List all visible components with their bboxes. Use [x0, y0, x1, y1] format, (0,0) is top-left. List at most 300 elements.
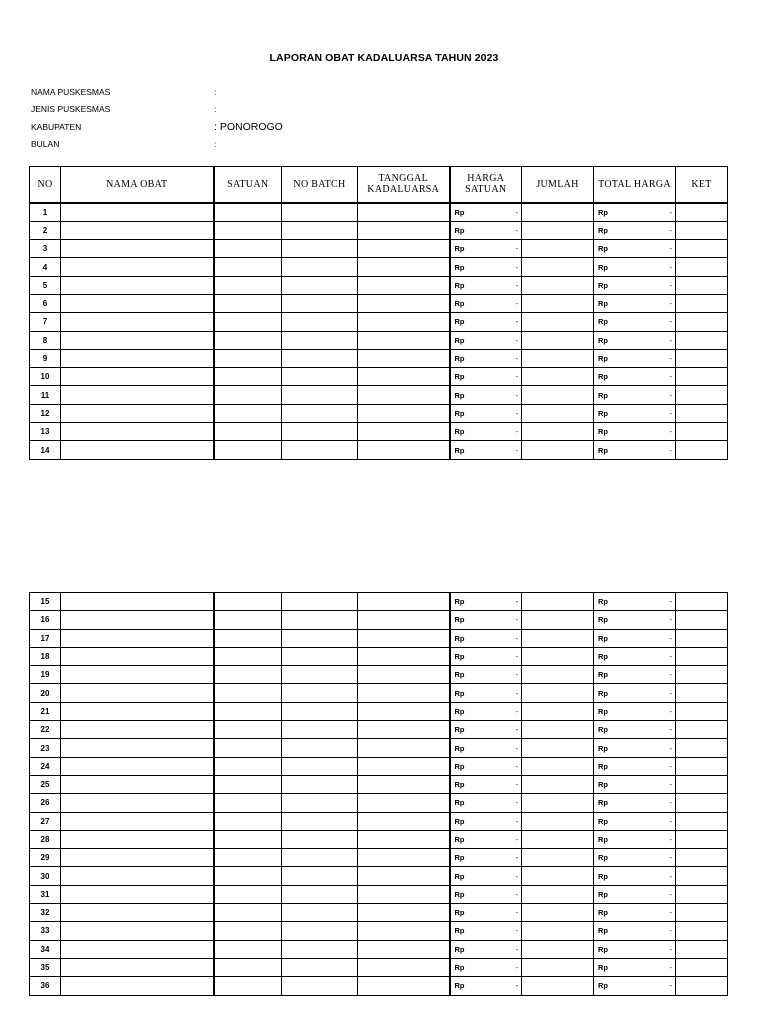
cell-tanggal-kadaluarsa[interactable] — [358, 423, 450, 441]
cell-nama-obat[interactable] — [61, 593, 214, 611]
cell-nama-obat[interactable] — [61, 830, 214, 848]
cell-nama-obat[interactable] — [61, 441, 214, 459]
cell-nama-obat[interactable] — [61, 775, 214, 793]
cell-harga-satuan[interactable] — [450, 830, 522, 848]
cell-tanggal-kadaluarsa[interactable] — [358, 666, 450, 684]
cell-satuan[interactable] — [214, 386, 282, 404]
cell-nama-obat[interactable] — [61, 922, 214, 940]
cell-jumlah[interactable] — [522, 867, 594, 885]
cell-total-harga[interactable] — [594, 666, 676, 684]
cell-tanggal-kadaluarsa[interactable] — [358, 258, 450, 276]
cell-harga-satuan[interactable] — [450, 441, 522, 459]
cell-ket[interactable] — [676, 423, 728, 441]
cell-nama-obat[interactable] — [61, 867, 214, 885]
cell-satuan[interactable] — [214, 611, 282, 629]
cell-satuan[interactable] — [214, 757, 282, 775]
cell-harga-satuan[interactable] — [450, 940, 522, 958]
cell-tanggal-kadaluarsa[interactable] — [358, 368, 450, 386]
cell-nama-obat[interactable] — [61, 276, 214, 294]
cell-no-batch[interactable] — [282, 331, 358, 349]
cell-tanggal-kadaluarsa[interactable] — [358, 940, 450, 958]
cell-harga-satuan[interactable] — [450, 794, 522, 812]
cell-total-harga[interactable] — [594, 721, 676, 739]
currency-label: Rp — [598, 908, 608, 918]
cell-ket[interactable] — [676, 904, 728, 922]
cell-nama-obat[interactable] — [61, 721, 214, 739]
cell-jumlah[interactable] — [522, 977, 594, 995]
cell-ket[interactable] — [676, 775, 728, 793]
cell-tanggal-kadaluarsa[interactable] — [358, 203, 450, 222]
cell-ket[interactable] — [676, 629, 728, 647]
cell-jumlah[interactable] — [522, 441, 594, 459]
cell-no-batch[interactable] — [282, 958, 358, 976]
cell-tanggal-kadaluarsa[interactable] — [358, 313, 450, 331]
cell-satuan[interactable] — [214, 885, 282, 903]
cell-tanggal-kadaluarsa[interactable] — [358, 221, 450, 239]
cell-satuan[interactable] — [214, 904, 282, 922]
cell-no-batch[interactable] — [282, 258, 358, 276]
cell-ket[interactable] — [676, 684, 728, 702]
cell-harga-satuan[interactable] — [450, 349, 522, 367]
cell-jumlah[interactable] — [522, 221, 594, 239]
cell-nama-obat[interactable] — [61, 849, 214, 867]
amount-value: - — [669, 299, 672, 309]
cell-total-harga[interactable] — [594, 441, 676, 459]
cell-harga-satuan[interactable] — [450, 684, 522, 702]
cell-nama-obat[interactable] — [61, 629, 214, 647]
cell-total-harga[interactable] — [594, 423, 676, 441]
cell-ket[interactable] — [676, 702, 728, 720]
cell-harga-satuan[interactable] — [450, 739, 522, 757]
cell-tanggal-kadaluarsa[interactable] — [358, 331, 450, 349]
cell-satuan[interactable] — [214, 702, 282, 720]
cell-nama-obat[interactable] — [61, 386, 214, 404]
cell-tanggal-kadaluarsa[interactable] — [358, 922, 450, 940]
cell-total-harga[interactable] — [594, 922, 676, 940]
cell-no-batch[interactable] — [282, 739, 358, 757]
cell-jumlah[interactable] — [522, 313, 594, 331]
cell-jumlah[interactable] — [522, 922, 594, 940]
cell-no-batch[interactable] — [282, 684, 358, 702]
cell-nama-obat[interactable] — [61, 240, 214, 258]
cell-satuan[interactable] — [214, 349, 282, 367]
cell-jumlah[interactable] — [522, 739, 594, 757]
cell-tanggal-kadaluarsa[interactable] — [358, 441, 450, 459]
cell-total-harga[interactable] — [594, 294, 676, 312]
cell-jumlah[interactable] — [522, 794, 594, 812]
cell-satuan[interactable] — [214, 368, 282, 386]
cell-tanggal-kadaluarsa[interactable] — [358, 276, 450, 294]
cell-total-harga[interactable] — [594, 313, 676, 331]
table-row — [30, 666, 728, 684]
cell-satuan[interactable] — [214, 294, 282, 312]
cell-satuan[interactable] — [214, 958, 282, 976]
cell-harga-satuan[interactable] — [450, 849, 522, 867]
cell-total-harga[interactable] — [594, 258, 676, 276]
cell-nama-obat[interactable] — [61, 739, 214, 757]
cell-nama-obat[interactable] — [61, 885, 214, 903]
cell-no-batch[interactable] — [282, 404, 358, 422]
cell-total-harga[interactable] — [594, 276, 676, 294]
cell-nama-obat[interactable] — [61, 203, 214, 222]
cell-harga-satuan[interactable] — [450, 904, 522, 922]
cell-jumlah[interactable] — [522, 331, 594, 349]
cell-no-batch[interactable] — [282, 757, 358, 775]
cell-nama-obat[interactable] — [61, 794, 214, 812]
cell-ket[interactable] — [676, 757, 728, 775]
cell-jumlah[interactable] — [522, 904, 594, 922]
cell-ket[interactable] — [676, 368, 728, 386]
cell-tanggal-kadaluarsa[interactable] — [358, 721, 450, 739]
cell-jumlah[interactable] — [522, 757, 594, 775]
cell-ket[interactable] — [676, 958, 728, 976]
cell-tanggal-kadaluarsa[interactable] — [358, 611, 450, 629]
cell-harga-satuan[interactable] — [450, 203, 522, 222]
cell-ket[interactable] — [676, 721, 728, 739]
cell-tanggal-kadaluarsa[interactable] — [358, 593, 450, 611]
cell-total-harga[interactable] — [594, 977, 676, 995]
cell-ket[interactable] — [676, 794, 728, 812]
cell-tanggal-kadaluarsa[interactable] — [358, 775, 450, 793]
cell-satuan[interactable] — [214, 812, 282, 830]
cell-no-batch[interactable] — [282, 812, 358, 830]
cell-total-harga[interactable] — [594, 647, 676, 665]
cell-harga-satuan[interactable] — [450, 885, 522, 903]
cell-nama-obat[interactable] — [61, 958, 214, 976]
cell-ket[interactable] — [676, 313, 728, 331]
row-number: 24 — [30, 757, 61, 775]
cell-total-harga[interactable] — [594, 593, 676, 611]
cell-jumlah[interactable] — [522, 721, 594, 739]
cell-tanggal-kadaluarsa[interactable] — [358, 349, 450, 367]
cell-ket[interactable] — [676, 977, 728, 995]
cell-nama-obat[interactable] — [61, 904, 214, 922]
cell-satuan[interactable] — [214, 276, 282, 294]
cell-harga-satuan[interactable] — [450, 812, 522, 830]
cell-satuan[interactable] — [214, 240, 282, 258]
cell-jumlah[interactable] — [522, 647, 594, 665]
cell-total-harga[interactable] — [594, 221, 676, 239]
cell-total-harga[interactable] — [594, 240, 676, 258]
cell-satuan[interactable] — [214, 203, 282, 222]
cell-satuan[interactable] — [214, 867, 282, 885]
cell-total-harga[interactable] — [594, 904, 676, 922]
cell-ket[interactable] — [676, 849, 728, 867]
cell-total-harga[interactable] — [594, 702, 676, 720]
cell-nama-obat[interactable] — [61, 221, 214, 239]
cell-nama-obat[interactable] — [61, 684, 214, 702]
cell-ket[interactable] — [676, 221, 728, 239]
cell-total-harga[interactable] — [594, 404, 676, 422]
cell-ket[interactable] — [676, 349, 728, 367]
cell-satuan[interactable] — [214, 775, 282, 793]
cell-total-harga[interactable] — [594, 203, 676, 222]
cell-satuan[interactable] — [214, 940, 282, 958]
cell-harga-satuan[interactable] — [450, 276, 522, 294]
cell-jumlah[interactable] — [522, 849, 594, 867]
cell-harga-satuan[interactable] — [450, 386, 522, 404]
cell-no-batch[interactable] — [282, 611, 358, 629]
cell-nama-obat[interactable] — [61, 368, 214, 386]
cell-tanggal-kadaluarsa[interactable] — [358, 867, 450, 885]
cell-nama-obat[interactable] — [61, 977, 214, 995]
cell-ket[interactable] — [676, 441, 728, 459]
cell-no-batch[interactable] — [282, 276, 358, 294]
cell-total-harga[interactable] — [594, 885, 676, 903]
cell-total-harga[interactable] — [594, 739, 676, 757]
cell-satuan[interactable] — [214, 221, 282, 239]
cell-nama-obat[interactable] — [61, 423, 214, 441]
cell-ket[interactable] — [676, 666, 728, 684]
cell-harga-satuan[interactable] — [450, 404, 522, 422]
cell-tanggal-kadaluarsa[interactable] — [358, 904, 450, 922]
cell-nama-obat[interactable] — [61, 940, 214, 958]
cell-jumlah[interactable] — [522, 593, 594, 611]
cell-total-harga[interactable] — [594, 775, 676, 793]
cell-satuan[interactable] — [214, 441, 282, 459]
amount-value: - — [515, 280, 518, 290]
cell-jumlah[interactable] — [522, 349, 594, 367]
cell-ket[interactable] — [676, 611, 728, 629]
row-number: 18 — [30, 647, 61, 665]
cell-harga-satuan[interactable] — [450, 221, 522, 239]
cell-tanggal-kadaluarsa[interactable] — [358, 629, 450, 647]
cell-satuan[interactable] — [214, 313, 282, 331]
cell-nama-obat[interactable] — [61, 702, 214, 720]
cell-tanggal-kadaluarsa[interactable] — [358, 647, 450, 665]
cell-tanggal-kadaluarsa[interactable] — [358, 958, 450, 976]
cell-total-harga[interactable] — [594, 867, 676, 885]
cell-harga-satuan[interactable] — [450, 368, 522, 386]
cell-no-batch[interactable] — [282, 386, 358, 404]
table-row — [30, 276, 728, 294]
cell-tanggal-kadaluarsa[interactable] — [358, 849, 450, 867]
cell-tanggal-kadaluarsa[interactable] — [358, 404, 450, 422]
cell-jumlah[interactable] — [522, 702, 594, 720]
cell-jumlah[interactable] — [522, 368, 594, 386]
cell-tanggal-kadaluarsa[interactable] — [358, 812, 450, 830]
cell-jumlah[interactable] — [522, 240, 594, 258]
cell-no-batch[interactable] — [282, 940, 358, 958]
cell-tanggal-kadaluarsa[interactable] — [358, 885, 450, 903]
cell-total-harga[interactable] — [594, 368, 676, 386]
cell-ket[interactable] — [676, 386, 728, 404]
cell-ket[interactable] — [676, 404, 728, 422]
cell-harga-satuan[interactable] — [450, 702, 522, 720]
cell-nama-obat[interactable] — [61, 666, 214, 684]
cell-nama-obat[interactable] — [61, 331, 214, 349]
cell-jumlah[interactable] — [522, 276, 594, 294]
cell-total-harga[interactable] — [594, 940, 676, 958]
cell-nama-obat[interactable] — [61, 647, 214, 665]
amount-value: - — [515, 871, 518, 881]
cell-satuan[interactable] — [214, 647, 282, 665]
cell-harga-satuan[interactable] — [450, 331, 522, 349]
cell-harga-satuan[interactable] — [450, 721, 522, 739]
cell-no-batch[interactable] — [282, 368, 358, 386]
cell-total-harga[interactable] — [594, 331, 676, 349]
cell-tanggal-kadaluarsa[interactable] — [358, 684, 450, 702]
cell-total-harga[interactable] — [594, 757, 676, 775]
cell-harga-satuan[interactable] — [450, 313, 522, 331]
cell-nama-obat[interactable] — [61, 611, 214, 629]
cell-nama-obat[interactable] — [61, 757, 214, 775]
cell-no-batch[interactable] — [282, 423, 358, 441]
cell-total-harga[interactable] — [594, 386, 676, 404]
cell-satuan[interactable] — [214, 593, 282, 611]
cell-ket[interactable] — [676, 331, 728, 349]
cell-satuan[interactable] — [214, 258, 282, 276]
cell-tanggal-kadaluarsa[interactable] — [358, 240, 450, 258]
cell-ket[interactable] — [676, 647, 728, 665]
cell-ket[interactable] — [676, 593, 728, 611]
cell-harga-satuan[interactable] — [450, 593, 522, 611]
cell-satuan[interactable] — [214, 794, 282, 812]
cell-jumlah[interactable] — [522, 775, 594, 793]
cell-ket[interactable] — [676, 867, 728, 885]
cell-no-batch[interactable] — [282, 721, 358, 739]
cell-tanggal-kadaluarsa[interactable] — [358, 830, 450, 848]
cell-no-batch[interactable] — [282, 922, 358, 940]
cell-jumlah[interactable] — [522, 885, 594, 903]
cell-ket[interactable] — [676, 830, 728, 848]
cell-satuan[interactable] — [214, 922, 282, 940]
currency-label: Rp — [454, 390, 465, 400]
cell-harga-satuan[interactable] — [450, 775, 522, 793]
cell-no-batch[interactable] — [282, 240, 358, 258]
cell-total-harga[interactable] — [594, 849, 676, 867]
cell-no-batch[interactable] — [282, 885, 358, 903]
cell-satuan[interactable] — [214, 849, 282, 867]
cell-tanggal-kadaluarsa[interactable] — [358, 294, 450, 312]
cell-total-harga[interactable] — [594, 812, 676, 830]
cell-tanggal-kadaluarsa[interactable] — [358, 794, 450, 812]
info-value: : — [214, 87, 217, 97]
cell-no-batch[interactable] — [282, 593, 358, 611]
cell-ket[interactable] — [676, 203, 728, 222]
cell-satuan[interactable] — [214, 423, 282, 441]
cell-nama-obat[interactable] — [61, 313, 214, 331]
cell-no-batch[interactable] — [282, 830, 358, 848]
cell-satuan[interactable] — [214, 721, 282, 739]
cell-jumlah[interactable] — [522, 423, 594, 441]
cell-no-batch[interactable] — [282, 221, 358, 239]
cell-ket[interactable] — [676, 240, 728, 258]
cell-harga-satuan[interactable] — [450, 647, 522, 665]
cell-harga-satuan[interactable] — [450, 258, 522, 276]
cell-satuan[interactable] — [214, 331, 282, 349]
cell-no-batch[interactable] — [282, 203, 358, 222]
cell-jumlah[interactable] — [522, 940, 594, 958]
cell-tanggal-kadaluarsa[interactable] — [358, 702, 450, 720]
cell-jumlah[interactable] — [522, 386, 594, 404]
cell-no-batch[interactable] — [282, 441, 358, 459]
cell-ket[interactable] — [676, 940, 728, 958]
cell-jumlah[interactable] — [522, 684, 594, 702]
cell-total-harga[interactable] — [594, 629, 676, 647]
cell-jumlah[interactable] — [522, 404, 594, 422]
cell-satuan[interactable] — [214, 404, 282, 422]
cell-harga-satuan[interactable] — [450, 666, 522, 684]
cell-no-batch[interactable] — [282, 349, 358, 367]
cell-no-batch[interactable] — [282, 313, 358, 331]
cell-jumlah[interactable] — [522, 666, 594, 684]
cell-tanggal-kadaluarsa[interactable] — [358, 757, 450, 775]
cell-harga-satuan[interactable] — [450, 977, 522, 995]
cell-jumlah[interactable] — [522, 203, 594, 222]
cell-total-harga[interactable] — [594, 349, 676, 367]
cell-nama-obat[interactable] — [61, 349, 214, 367]
cell-ket[interactable] — [676, 922, 728, 940]
cell-harga-satuan[interactable] — [450, 294, 522, 312]
cell-jumlah[interactable] — [522, 294, 594, 312]
cell-nama-obat[interactable] — [61, 812, 214, 830]
cell-nama-obat[interactable] — [61, 404, 214, 422]
cell-satuan[interactable] — [214, 977, 282, 995]
cell-tanggal-kadaluarsa[interactable] — [358, 739, 450, 757]
cell-total-harga[interactable] — [594, 830, 676, 848]
cell-satuan[interactable] — [214, 739, 282, 757]
cell-harga-satuan[interactable] — [450, 629, 522, 647]
cell-total-harga[interactable] — [594, 794, 676, 812]
cell-total-harga[interactable] — [594, 958, 676, 976]
cell-harga-satuan[interactable] — [450, 423, 522, 441]
cell-jumlah[interactable] — [522, 258, 594, 276]
cell-satuan[interactable] — [214, 830, 282, 848]
cell-satuan[interactable] — [214, 629, 282, 647]
cell-no-batch[interactable] — [282, 702, 358, 720]
cell-no-batch[interactable] — [282, 666, 358, 684]
cell-no-batch[interactable] — [282, 904, 358, 922]
cell-no-batch[interactable] — [282, 294, 358, 312]
currency-label: Rp — [598, 926, 608, 936]
cell-satuan[interactable] — [214, 684, 282, 702]
cell-no-batch[interactable] — [282, 794, 358, 812]
cell-satuan[interactable] — [214, 666, 282, 684]
cell-ket[interactable] — [676, 294, 728, 312]
cell-no-batch[interactable] — [282, 775, 358, 793]
cell-ket[interactable] — [676, 258, 728, 276]
cell-no-batch[interactable] — [282, 647, 358, 665]
cell-nama-obat[interactable] — [61, 258, 214, 276]
cell-harga-satuan[interactable] — [450, 922, 522, 940]
cell-no-batch[interactable] — [282, 629, 358, 647]
cell-jumlah[interactable] — [522, 812, 594, 830]
cell-ket[interactable] — [676, 739, 728, 757]
cell-ket[interactable] — [676, 885, 728, 903]
cell-no-batch[interactable] — [282, 867, 358, 885]
cell-harga-satuan[interactable] — [450, 611, 522, 629]
cell-jumlah[interactable] — [522, 830, 594, 848]
cell-nama-obat[interactable] — [61, 294, 214, 312]
cell-jumlah[interactable] — [522, 611, 594, 629]
cell-harga-satuan[interactable] — [450, 867, 522, 885]
cell-jumlah[interactable] — [522, 629, 594, 647]
cell-ket[interactable] — [676, 276, 728, 294]
cell-ket[interactable] — [676, 812, 728, 830]
cell-total-harga[interactable] — [594, 684, 676, 702]
cell-harga-satuan[interactable] — [450, 240, 522, 258]
cell-jumlah[interactable] — [522, 958, 594, 976]
cell-harga-satuan[interactable] — [450, 958, 522, 976]
cell-no-batch[interactable] — [282, 977, 358, 995]
cell-total-harga[interactable] — [594, 611, 676, 629]
currency-label: Rp — [598, 889, 608, 899]
cell-no-batch[interactable] — [282, 849, 358, 867]
cell-tanggal-kadaluarsa[interactable] — [358, 977, 450, 995]
cell-harga-satuan[interactable] — [450, 757, 522, 775]
cell-tanggal-kadaluarsa[interactable] — [358, 386, 450, 404]
